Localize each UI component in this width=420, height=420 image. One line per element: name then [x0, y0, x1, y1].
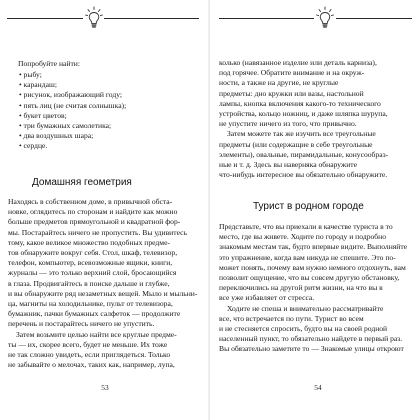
text-line: ты — их, скорее всего, будет не меньше. Их тоже	[8, 339, 168, 349]
section-heading: Домашняя геометрия	[32, 177, 132, 188]
text-line: Затем можете так же изучить все треугольные	[227, 129, 376, 139]
text-line: переключились на другой ритм жизни, на что вы в	[219, 283, 383, 293]
text-line: это упражнение, когда вам никуда не спешите. Это по-	[219, 252, 396, 262]
text-line: ца, магниты на холодильнике, пульт от телевизора,	[8, 299, 173, 309]
text-line: бумажник, пачки бумажных салфеток — продолжите	[8, 309, 181, 319]
text-line: Ходите не спеша и внимательно рассматривайте	[227, 303, 384, 313]
text-line: телефон, компьютер, всевозможные ящики, книги,	[8, 258, 173, 268]
text-line: журналы — это только верхний слой, бросающийся	[8, 268, 177, 278]
text-line: ные и т. д. Здесь вы наверняка обнаружите	[219, 160, 357, 170]
text-line: может понять, почему вам нужно немного отдохнуть, вам	[219, 262, 406, 272]
list-intro: Попробуйте найти:	[18, 59, 80, 68]
text-line: место, где вы живете. Ходите по городу и подробно	[219, 232, 387, 242]
text-line: Представьте, что вы приехали в качестве туриста в то	[219, 222, 393, 231]
body-paragraph	[8, 197, 201, 370]
header-rule-left	[7, 18, 83, 19]
text-line: под горячее. Обратите внимание и на окруж-	[219, 68, 365, 78]
text-line: в глаза. Продвигайтесь в поиске дальше и глубже,	[8, 278, 170, 288]
list-item: • три бумажных самолетика;	[19, 121, 112, 131]
text-line: не упустите ничего из того, что привычно.	[219, 119, 357, 129]
text-line: предметы (или содержащие в себе треугольные	[219, 139, 373, 149]
text-line: перечень и постарайтесь ничего не упустить.	[8, 319, 155, 329]
text-line: знакомым местам так, будто впервые видите. Выполняйте	[219, 242, 408, 252]
header-rule-left	[219, 18, 314, 19]
text-line: ности, а также на другие, не круглые	[219, 78, 339, 88]
body-paragraph	[219, 222, 413, 355]
list-item: • сердце.	[19, 141, 48, 151]
list-item: • рыбу;	[19, 70, 42, 79]
list-item: • букет цветов;	[19, 110, 67, 120]
lightbulb-icon	[85, 6, 103, 30]
right-page	[210, 0, 420, 420]
lightbulb-icon	[316, 6, 334, 30]
body-paragraph	[219, 58, 413, 180]
list-item: • рисунок, изображающий году;	[19, 90, 123, 100]
text-line: тому, какое великое множество подобных предме-	[8, 237, 170, 247]
text-line: что-нибудь интересное вы обязательно обнаружите.	[219, 170, 388, 180]
text-line: больше предметов прямоугольной и квадратной фор-	[8, 217, 181, 227]
text-line: Вы обязательно заметите то — Знакомые улицы откроют	[219, 344, 404, 354]
text-line: все уже избавляет от стресса.	[219, 293, 315, 303]
page-number: 53	[101, 383, 109, 392]
text-line: устройства, кольцо ножниц, и даже шляпка шурупа,	[219, 109, 388, 119]
text-line: не забывайте о мелочах, таких как, например, лупа,	[8, 360, 175, 370]
text-line: все, что встречается по пути. Турист во всем	[219, 313, 364, 323]
section-heading: Турист в родном городе	[253, 201, 364, 212]
list-item: • пять лиц (не считая солнышка);	[19, 100, 127, 110]
list-item: • два воздушных шара;	[19, 131, 94, 141]
text-line: и не стесняется спросить, будто вы на своей родной	[219, 324, 388, 334]
text-line: не так сложно увидеть, если приглядеться. Только	[8, 350, 171, 360]
text-line: населенный пункт, то обязательно найдете в первый раз.	[219, 334, 403, 344]
text-line: элементы), овальные, пирамидальные, конусообраз-	[219, 149, 389, 159]
header-rule-right	[104, 18, 199, 19]
text-line: и вы обнаружите ряд незаметных вещей. Мыло и мыльни-	[8, 288, 198, 298]
text-line: колько (навязанное изделие или деталь карниза),	[219, 58, 377, 67]
text-line: тов обнаружите вокруг себя. Стол, шкаф, телевизор,	[8, 248, 178, 258]
header-rule-right	[336, 18, 412, 19]
text-line: предметы: дно кружки или вазы, настольной	[219, 88, 364, 98]
text-line: Находясь в собственном доме, в привычной обста-	[8, 197, 173, 206]
text-line: Затем возьмите целью найти все круглые предме-	[16, 329, 177, 339]
page-number: 54	[314, 383, 322, 392]
search-list	[19, 70, 126, 152]
list-item: • карандаш;	[19, 80, 57, 90]
text-line: позволит ощущение, что вы совсем другую обстановку,	[219, 273, 400, 283]
text-line: новке, оглядитесь по сторонам и найдите как можно	[8, 207, 178, 217]
text-line: мы. Постарайтесь ничего не пропустить. Вы удивитесь	[8, 227, 187, 237]
text-line: лампы, кнопка включения какого-то технического	[219, 98, 381, 108]
